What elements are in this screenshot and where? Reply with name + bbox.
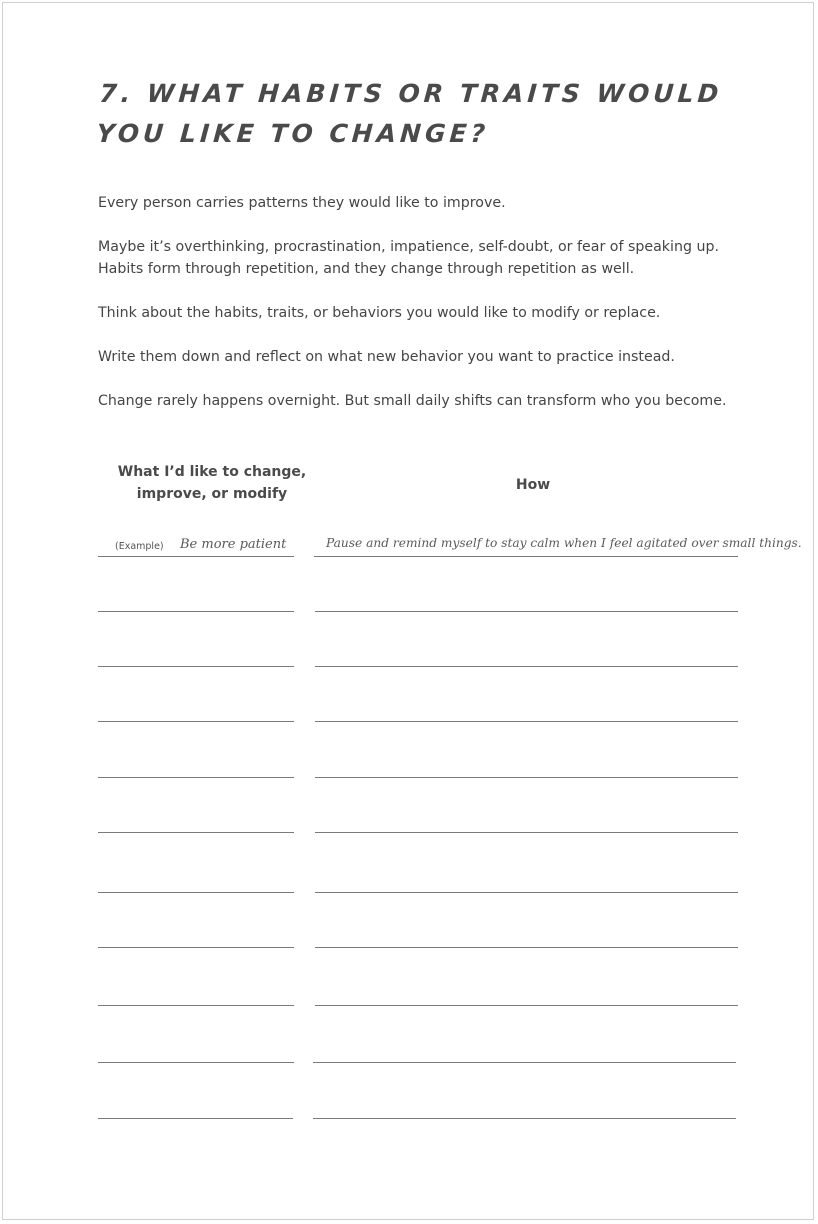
change-writing-line[interactable] [98, 1118, 293, 1119]
how-writing-line[interactable] [315, 947, 738, 948]
change-writing-line[interactable] [98, 1062, 294, 1063]
change-writing-line[interactable] [98, 666, 294, 667]
change-writing-line[interactable] [98, 947, 294, 948]
how-writing-line[interactable] [315, 1005, 738, 1006]
example-change-text: Be more patient [180, 537, 287, 552]
change-writing-line[interactable] [98, 832, 294, 833]
change-writing-line[interactable] [98, 721, 294, 722]
change-writing-line[interactable] [98, 611, 294, 612]
how-writing-line[interactable] [313, 1118, 736, 1119]
column-header-how: How [515, 477, 551, 493]
how-writing-line[interactable] [315, 721, 738, 722]
intro-paragraph-3: Think about the habits, traits, or behaviors you would like to modify or replace. [98, 305, 661, 321]
change-writing-line[interactable] [98, 777, 294, 778]
example-how-line [314, 556, 738, 557]
how-writing-line[interactable] [315, 892, 738, 893]
how-writing-line[interactable] [315, 777, 738, 778]
change-writing-line[interactable] [98, 1005, 294, 1006]
intro-paragraph-5: Change rarely happens overnight. But small daily shifts can transform who you become. [98, 393, 727, 409]
how-writing-line[interactable] [313, 1062, 736, 1063]
how-writing-line[interactable] [315, 611, 738, 612]
page-title: 7. WHAT HABITS OR TRAITS WOULD YOU LIKE TO CHANGE? [95, 79, 724, 148]
how-writing-line[interactable] [315, 666, 738, 667]
intro-paragraph-4: Write them down and reflect on what new behavior you want to practice instead. [98, 349, 675, 365]
how-writing-line[interactable] [315, 832, 738, 833]
example-tag: (Example) [115, 541, 164, 552]
change-writing-line[interactable] [98, 892, 294, 893]
example-change-line [98, 556, 294, 557]
intro-paragraph-2: Maybe it’s overthinking, procrastination, impatience, self-doubt, or fear of speaking up. Habits form through repetition, and they change through repetition as well. [98, 239, 719, 277]
column-header-change: What I’d like to change, improve, or modify [117, 464, 307, 502]
intro-paragraph-1: Every person carries patterns they would like to improve. [98, 195, 506, 211]
example-how-text: Pause and remind myself to stay calm when I feel agitated over small things. [326, 536, 802, 550]
